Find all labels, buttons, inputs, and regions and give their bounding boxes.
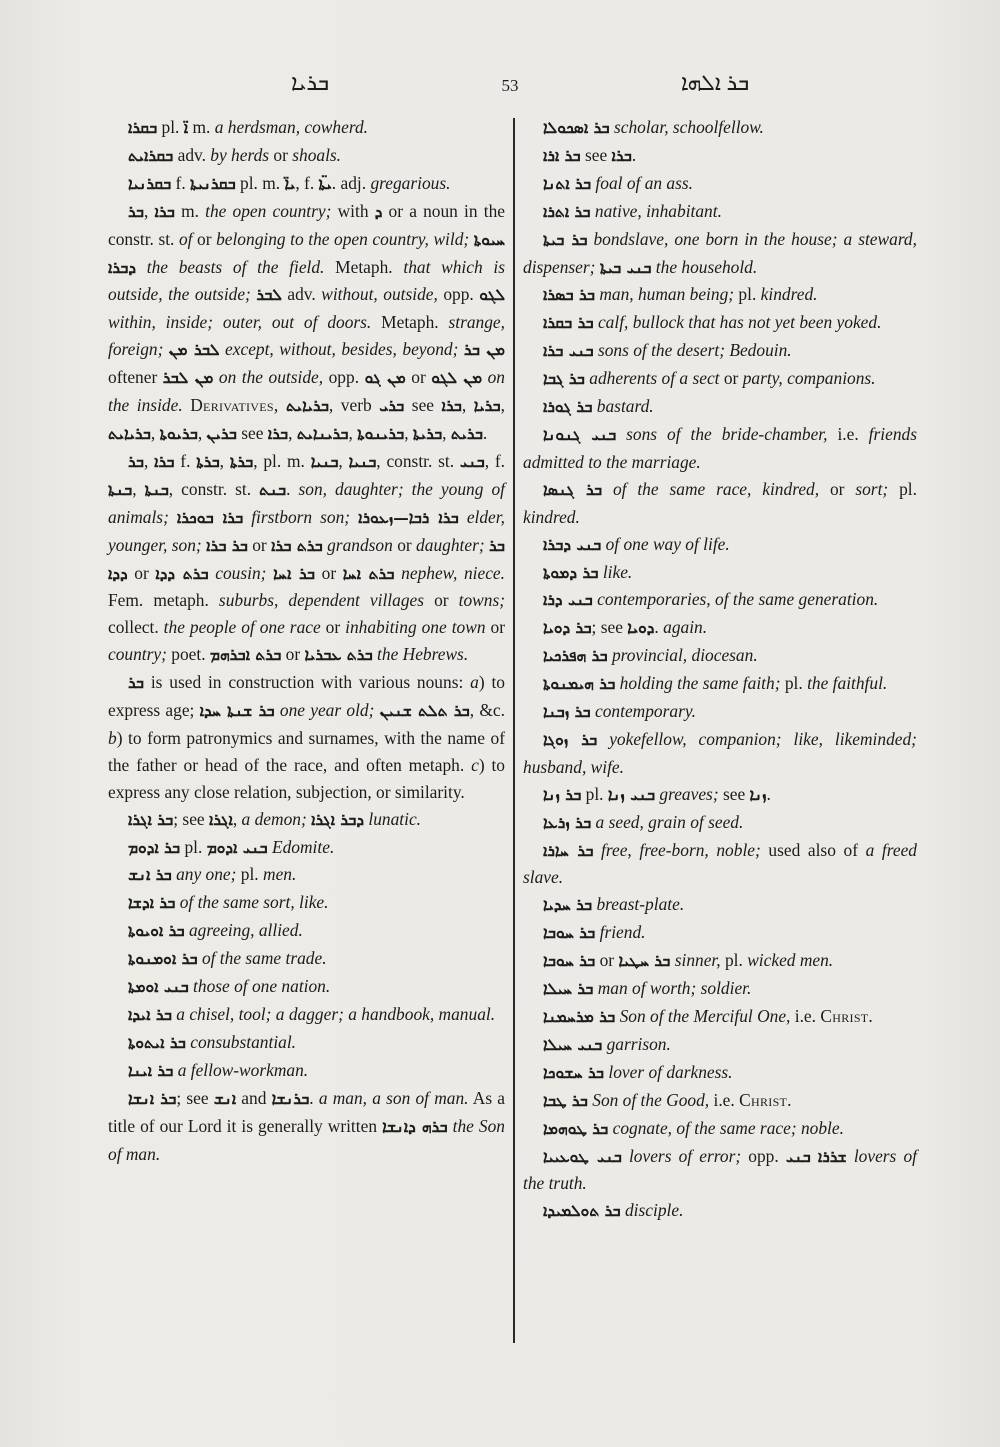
syriac-word: ܒܪ ܕܡܘܬܐ [543,563,599,582]
syriac-word: ܒܪ ܬܘܠܡܝܕܐ [543,1202,621,1221]
syriac-word: ܒܪ ܐܬܢܐ [543,174,592,193]
italic-gloss: a fellow-workman. [177,1059,309,1080]
dictionary-entry [108,973,505,1001]
syriac-word: ܒܪܝܢ [206,424,237,443]
syriac-word: ܒܪ ܐܓܪܐ [128,810,174,829]
syriac-word: ܠܒܪ ܡܢ [168,341,220,360]
syriac-word: ܒܪ ܐܚܐ [273,564,315,583]
syriac-word: ܒܪ ܚܕܝܐ [543,896,593,915]
syriac-word: ܒܢܝ [785,1147,811,1166]
syriac-word: ܒܪ ܒܪܐ [206,536,248,555]
syriac-word: ܫܪܪܐ [817,1147,847,1166]
dictionary-entry: ܒܪ ܚܐܪܐ free, free-born, noble; used also of a freed slave. [523,839,917,888]
syriac-word: ܒܢܬܐ [144,480,169,499]
syriac-word: ܒܢܝ ܛܘܥܝܝܐ [543,1147,622,1166]
small-caps-text: Derivatives, [190,395,279,416]
syriac-word: ܒܪ ܙܪܥܐ [543,813,592,832]
dictionary-entry: ܒܩܪܐܝܬ adv. by herds or shoals. [128,144,342,165]
syriac-word: ܒܪ ܓܒܐ [543,370,585,389]
syriac-word: ܒܪ ܐܘܝܘܬܐ [128,922,185,941]
running-head-left: ܒܪܝܐ [290,70,330,95]
italic-gloss: shoals. [292,144,342,165]
italic-gloss: disciple. [624,1200,684,1221]
italic-gloss: any one; [176,864,237,885]
italic-gloss: a seed, grain of seed. [595,811,744,832]
dictionary-entry [523,726,917,781]
syriac-word: ܒܪ [128,452,144,471]
dictionary-entry: ܒܪ ܒܣܪܐ man, human being; pl. kindred. [543,284,818,305]
syriac-word: ܐܓܪܐ [208,810,233,829]
italic-gloss: scholar, schoolfellow. [613,117,764,137]
syriac-word: ܒܢܝ [459,452,485,471]
italic-gloss: consubstantial. [190,1031,297,1052]
italic-gloss: again. [663,617,708,638]
italic-gloss: yokefellow, companion; like, likeminded; husband, wife. [523,728,917,777]
left-column [108,114,505,1167]
syriac-word: ܒܪ ܒܩܪܐ [543,314,594,333]
italic-gloss: c [471,754,479,775]
italic-gloss: sinner, [674,950,721,971]
syriac-word: ܒܪ ܚܘܒܐ [543,924,596,943]
syriac-word: ܒܪܬ ܐܒܪܗܡ [209,646,282,665]
italic-gloss: calf, bullock that has not yet been yoked. [597,312,882,333]
syriac-word: ܒܢܝ ܓܢܘܢܐ [543,425,617,444]
syriac-word: ܒܪ ܐܣܟܘܠܐ [543,119,610,137]
syriac-word: ܒܪܢܫܐ [271,1089,310,1108]
italic-gloss: man, human being; [599,284,735,305]
italic-gloss: sons of the desert; Bedouin. [597,340,792,361]
dictionary-entry [523,1115,917,1143]
italic-gloss: that which is outside, the outside; [108,256,506,305]
dictionary-entry [523,559,917,587]
syriac-word: ܠܒܪ [256,286,282,305]
syriac-word: ܒܪ ܐܢܫܐ [128,1089,177,1108]
dictionary-entry [523,198,917,226]
italic-gloss: holding the same faith; [619,673,781,694]
syriac-word: ܒܪ ܐܝܕܐ [128,1006,172,1024]
syriac-word: ܒܪܝ [379,397,405,416]
syriac-word: ܒܪ ܫܢܬܐ ܚܕܐ [199,702,275,721]
dictionary-entry: ܒܢܝ ܓܢܘܢܐ sons of the bride-chamber, i.e. friends admitted to the marriage. [523,423,917,472]
right-column [523,114,917,1225]
syriac-word: ܒܢܝ ܕܒܪܐ [543,535,602,554]
dictionary-entry [523,891,917,919]
italic-gloss: lunatic. [368,808,422,829]
syriac-word: ܒܢܝ ܐܘܡܬܐ [128,978,189,997]
syriac-word: ܒܪ ܛܘܗܡܐ [543,1119,609,1138]
italic-gloss: adherents of a sect [589,368,720,389]
syriac-word: ܐܢܫ [213,1089,237,1108]
italic-gloss: inhabiting one town [345,617,486,638]
italic-gloss: wicked men. [747,950,834,971]
syriac-word: ܒܪܝܐܝܬ [108,424,151,443]
italic-gloss: of the same sort, like. [179,892,329,913]
italic-gloss: country; [108,644,167,665]
syriac-word: ܒܪ [128,674,144,693]
syriac-word: ܒܪ [128,202,144,221]
italic-gloss: the open country; [205,200,332,221]
italic-gloss: lovers of error; [628,1145,742,1166]
syriac-word: ܒܪܝܘܬܐ [159,424,198,443]
italic-gloss: contemporaries, of the same generation. [597,589,879,610]
italic-gloss: friend. [599,922,646,943]
italic-gloss: sons of the bride-chamber, [626,423,828,444]
dictionary-entry: ܒܪ ܓܢܣܐ of the same race, kindred, or sort; pl. kindred. [523,478,917,527]
page-number: 53 [501,76,519,95]
italic-gloss: a demon; [241,808,307,829]
italic-gloss: of one way of life. [605,533,730,554]
italic-gloss: foal of an ass. [595,172,694,193]
dictionary-entry [523,1197,917,1225]
dictionary-entry [523,337,917,365]
dictionary-entry [523,809,917,837]
dictionary-entry [523,1059,917,1087]
syriac-word: ܒܪ ܚܐܪܐ [543,841,594,860]
syriac-word: ܒܪܝܢܐܝܬ [296,424,349,443]
dictionary-entry [523,642,917,670]
italic-gloss: a herdsman, cowherd. [214,117,368,137]
dictionary-entry: ܒܪ ܐܢܫܐ; see ܐܢܫ and ܒܪܢܫܐ. a man, a son of man. As a title of our Lord it is generally written ܒܪܗ ܕܐܢܫܐ the Son of man. [108,1087,505,1164]
italic-gloss: the faithful. [807,673,888,694]
syriac-word: ܒܪ ܐܕܫܐ [128,894,176,913]
running-head-right: ܒܪ ܐܠܗܐ [680,70,750,95]
dictionary-entry: ܒܪ ܐܕܘܡ pl. ܒܢܝ ܐܕܘܡ Edomite. [128,836,335,857]
syriac-word: ܒܪ ܐܝܬܘܬܐ [128,1033,186,1052]
italic-gloss: Edomite. [271,836,335,857]
italic-gloss: agreeing, allied. [188,920,303,941]
dictionary-entry: ܒܪ ܡܪܚܡܢܐ Son of the Merciful One, i.e. Christ. [543,1006,874,1026]
syriac-word: ܒܪ ܚܛܝܐ [618,952,671,971]
dictionary-entry [108,1029,505,1057]
italic-gloss: gregarious. [370,172,451,193]
syriac-word: ܒܪ ܐܢܫ [128,866,172,885]
syriac-word: ܒܪܝܐ [473,397,501,416]
syriac-word: ܒܪܐ [441,397,462,416]
dictionary-entry: ܒܪ ܐܪܐ see ܒܪܐ. [543,144,637,165]
italic-gloss: daughter; [416,534,485,555]
italic-gloss: garrison. [606,1033,671,1054]
syriac-word: ܒܩܪܐܝܬ [128,146,174,165]
dictionary-entry [523,309,917,337]
syriac-word: ܒܪܐ ܒܘܟܪܐ [176,508,244,527]
syriac-word: ܒܪ ܚܘܒܐ [543,952,596,971]
syriac-word: ܕܘܝܐ [627,619,655,638]
syriac-word: ܒܪܝܬܐ [412,424,443,443]
italic-gloss: the Son of man. [108,1115,505,1164]
syriac-word: ܒܩܪܢܝܐ [128,174,172,193]
syriac-word: ܒܢܝ ܒܝܬܐ [599,258,652,277]
italic-gloss: like. [602,561,633,582]
syriac-word: ܒܢܬ [259,480,287,499]
syriac-word: ܒܪܗ ܕܐܢܫܐ [382,1117,448,1136]
italic-gloss: a man, a son of man. [318,1087,469,1108]
italic-gloss: by herds [210,144,270,165]
syriac-word: ܒܢܝ ܐܕܘܡ [206,838,268,857]
dictionary-entry [523,586,917,614]
syriac-word: ܒܪ ܙܘܓܐ [543,730,598,749]
syriac-word: ܒܪ ܐܘܡܢܘܬܐ [128,950,198,969]
syriac-word: ܒܩܪܢܝܬܐ [190,174,236,193]
dictionary-entry [523,226,917,282]
italic-gloss: suburbs, dependent villages [218,590,425,611]
dictionary-entry [108,1001,505,1029]
syriac-word: ܒܪܬܐ [196,452,220,471]
syriac-word: ܒܪ ܓܘܪܐ [543,398,593,417]
italic-gloss: kindred. [523,506,580,527]
syriac-word: ܒܪܝܢܘܬܐ [357,424,405,443]
syriac-word: ܒܪܬܐ [229,452,254,471]
syriac-word: ܡܢ ܠܓܘ [431,369,483,388]
italic-gloss: one year old; [279,700,375,721]
italic-gloss: lovers of the truth. [523,1145,917,1194]
syriac-word: ܒܪ ܛܒܐ [543,1091,588,1110]
italic-gloss: a chisel, tool; a dagger; a handbook, manual. [176,1004,496,1024]
syriac-word: ܒܪ ܗܦܪܟܝܐ [543,647,608,666]
syriac-word: ܒܪܬ ܐܚܐ [342,564,395,583]
italic-gloss: belonging to the open country, wild; [216,228,470,249]
dictionary-entry: ܒܢܝ ܛܘܥܝܝܐ lovers of error; opp. ܒܢܝ ܫܪܪܐ lovers of the truth. [523,1145,917,1194]
dictionary-entry: ܒܩܪܐ pl. ܐ̈ m. a herdsman, cowherd. [128,117,368,137]
syriac-word: ܒܪ ܗܝܡܢܘܬܐ [543,675,616,694]
italic-gloss: strange, foreign; [108,312,506,360]
syriac-word: ܚܝܘܬܐ ܕܒܪܐ [108,230,505,277]
syriac-word: ܒܪ ܕܕܐ [108,536,506,583]
syriac-word: ܒܪܬ ܥܒܪܝܐ [304,646,373,665]
italic-gloss: the household. [655,256,758,277]
italic-gloss: Son of the Merciful One, [619,1006,791,1026]
italic-gloss: Son of the Good, [592,1089,710,1110]
syriac-word: ܒܪ ܚܫܘܟܐ [543,1063,604,1082]
dictionary-entry: ܒܪ ܓܒܐ adherents of a sect or party, companions. [543,368,876,389]
syriac-word: ܒܪ ܙܢܐ [543,785,582,804]
italic-gloss: bastard. [596,396,654,417]
syriac-word: ܙܢܐ [749,785,767,804]
italic-gloss: on the outside, [218,367,324,388]
italic-gloss: son, daughter; the young of animals; [108,478,505,527]
italic-gloss: the beasts of the field. [146,256,325,277]
dictionary-entry: ܒܪ is used in construction with various nouns: a) to express age; ܒܪ ܫܢܬܐ ܚܕܐ one year old; ܒܪ ܬܠܬ ܫܢܝܢ, &c. b) to form patronymics and surnames, with the name of the father or head of the race, and often metaph. c) to express any close relation, subjection, or similarity. [108,672,505,802]
italic-gloss: grandson [327,534,393,555]
syriac-word: ܝܐ̈ [284,174,296,193]
syriac-word: ܒܪ ܐܬܪܐ [543,202,591,221]
dictionary-entry: ܒܪ ܙܢܐ pl. ܒܢܝ ܙܢܐ greaves; see ܙܢܐ. [543,783,771,804]
italic-gloss: party, companions. [742,368,876,389]
syriac-word: ܒܪܬ ܕܕܐ [155,564,209,583]
italic-gloss: a [470,672,479,693]
dictionary-entry: ܒܪ, ܒܪܐ f. ܒܪܬܐ, ܒܪܬܐ, pl. m. ܒܢܝܐ, ܒܢܝܐ, constr. st. ܒܢܝ, f. ܒܢܬܐ, ܒܢܬܐ, constr. st. ܒܢܬ. son, daughter; the young of animals; ܒܪܐ ܒܘܟܪܐ firstborn son; ܒܪܐ ܪܒܐ—ܙܥܘܪܐ elder, younger, son; ܒܪ ܒܪܐ or ܒܪܬ ܒܪܐ grandson or daughter; ܒܪ ܕܕܐ or ܒܪܬ ܕܕܐ cousin; ܒܪ ܐܚܐ or ܒܪܬ ܐܚܐ nephew, niece. Fem. metaph. suburbs, dependent villages or towns; collect. the people of one race or inhabiting one town or country; poet. ܒܪܬ ܐܒܪܗܡ or ܒܪܬ ܥܒܪܝܐ the Hebrews. [108,450,506,665]
italic-gloss: sort; [855,478,889,499]
syriac-word: ܒܪܝܐܝܬ [286,397,329,416]
italic-gloss: friends admitted to the marriage. [523,423,917,472]
italic-gloss: elder, younger, son; [108,506,505,555]
dictionary-entry: ܒܪ ܗܝܡܢܘܬܐ holding the same faith; pl. the faithful. [543,673,888,694]
dictionary-entry [108,917,505,945]
dictionary-entry [523,1031,917,1059]
italic-gloss: men. [263,864,297,885]
italic-gloss: breast-plate. [596,894,685,915]
syriac-word: ܒܪ ܚܝܠܐ [543,980,594,999]
dictionary-entry: ܒܪ ܐܢܫ any one; pl. men. [128,864,297,885]
dictionary-entry [108,1057,505,1085]
italic-gloss: of the same trade. [201,948,327,969]
italic-gloss: lover of darkness. [608,1061,733,1082]
italic-gloss: contemporary. [595,701,696,722]
italic-gloss: of [178,228,193,249]
dictionary-entry [108,889,505,917]
syriac-word: ܒܢܝ ܙܢܐ [607,785,656,804]
syriac-word: ܒܪ ܐܝܢܐ [128,1061,174,1080]
dictionary-entry [108,945,505,973]
italic-gloss: nephew, niece. [401,562,505,583]
syriac-word: ܒܪܐ [154,452,175,471]
italic-gloss: towns; [458,590,506,611]
small-caps-text: Christ. [739,1089,792,1110]
italic-gloss: greaves; [659,783,719,804]
dictionary-entry: ܒܪ ܛܒܐ Son of the Good, i.e. Christ. [543,1089,792,1110]
italic-gloss: of the same race, kindred, [612,478,820,499]
syriac-word: ܒܪ ܒܝܬܐ [543,230,588,249]
italic-gloss: without, outside, [321,284,438,305]
syriac-word: ܒܪ ܡܪܚܡܢܐ [543,1008,616,1026]
syriac-word: ܒܪܬ ܒܪܐ [271,536,323,555]
italic-gloss: bondslave, one born in the house; a steward, dispenser; [523,228,917,277]
syriac-word: ܒܪ ܙܒܢܐ [543,703,591,722]
syriac-word: ܒܪ ܕܘܝܐ [543,619,592,638]
syriac-word: ܒܢܝ ܕܪܐ [543,591,593,610]
syriac-word: ܒܪ ܓܢܣܐ [543,480,603,499]
syriac-word: ܝܬܐ̈ [318,174,332,193]
dictionary-entry [523,393,917,421]
dictionary-entry: ܒܪ ܐܓܪܐ; see ܐܓܪܐ, a demon; ܕܒܪ ܐܓܪܐ lunatic. [128,808,422,829]
syriac-word: ܒܩܪܐ [128,119,158,137]
syriac-word: ܡܢ ܓܘ [364,369,406,388]
italic-gloss: b [108,727,117,748]
italic-gloss: a freed slave. [523,839,917,888]
syriac-word: ܒܪ ܬܠܬ ܫܢܝܢ [379,702,470,721]
dictionary-entry: ܒܩܪܢܝܐ f. ܒܩܪܢܝܬܐ pl. m. ܝܐ̈, f. ܝܬܐ̈. adj. gregarious. [128,172,451,193]
dictionary-entry: ܒܪ ܕܘܝܐ; see ܕܘܝܐ. again. [543,617,708,638]
dictionary-entry: ܒܪ, ܒܪܐ m. the open country; with ܕ or a noun in the constr. st. of or belonging to the open country, wild; ܚܝܘܬܐ ܕܒܪܐ the beasts of the field. Metaph. that which is outside, the outside; ܠܒܪ adv. without, outside, opp. ܠܓܘ within, inside; outer, out of doors. Metaph. strange, foreign; ܠܒܪ ܡܢ except, without, besides, beyond; ܡܢ ܒܪ oftener ܡܢ ܠܒܪ on the outside, opp. ܡܢ ܓܘ or ܡܢ ܠܓܘ on the inside. Derivatives, ܒܪܝܐܝܬ, verb ܒܪܝ see ܒܪܐ, ܒܪܝܐ, ܒܪܝܐܝܬ, ܒܪܝܘܬܐ, ܒܪܝܢ see ܒܪܐ, ܒܪܝܢܐܝܬ, ܒܪܝܢܘܬܐ, ܒܪܝܬܐ, ܒܪܝܬ. [108,200,506,443]
dictionary-entry [523,114,917,142]
syriac-word: ܒܪܐ ܪܒܐ—ܙܥܘܪܐ [358,508,459,527]
syriac-word: ܒܪܝܬ [450,424,483,443]
italic-gloss: those of one nation. [193,976,331,997]
dictionary-entry [523,919,917,947]
italic-gloss: native, inhabitant. [594,200,722,221]
italic-gloss: the Hebrews. [377,644,469,665]
syriac-word: ܠܓܘ [479,286,505,305]
italic-gloss: the people of one race [163,617,321,638]
syriac-word: ܒܪ ܐܕܘܡ [128,838,181,857]
dictionary-entry [523,698,917,726]
italic-gloss: free, free-born, noble; [601,839,761,860]
column-divider [513,118,515,1343]
syriac-word: ܒܢܬܐ [108,480,133,499]
syriac-word: ܡܢ ܠܒܪ [162,369,214,388]
italic-gloss: firstborn son; [251,506,351,527]
syriac-word: ܒܢܝ ܚܝܠܐ [543,1035,603,1054]
syriac-word: ܒܢܝ ܒܪܐ [543,342,594,361]
syriac-word: ܒܪܐ [267,424,289,443]
syriac-word: ܕ [374,202,383,221]
italic-gloss: cognate, of the same race; noble. [612,1117,844,1138]
italic-gloss: provincial, diocesan. [611,645,758,666]
italic-gloss: except, without, besides, beyond; [225,339,459,360]
small-caps-text: Christ. [820,1006,874,1026]
italic-gloss: cousin; [215,562,267,583]
dictionary-entry [523,170,917,198]
italic-gloss: kindred. [760,284,818,305]
dictionary-entry [523,975,917,1003]
syriac-word: ܒܪ ܒܣܪܐ [543,286,595,305]
syriac-word: ܒܪܐ [611,146,632,165]
syriac-word: ܒܢܝܐ [348,452,377,471]
syriac-word: ܒܪ ܐܪܐ [543,146,581,165]
syriac-word: ܕܒܪ ܐܓܪܐ [311,810,365,829]
syriac-word: ܒܢܝܐ [310,452,339,471]
italic-gloss: on the inside. [108,367,505,416]
syriac-word: ܒܪܐ [154,202,175,221]
dictionary-entry [523,531,917,559]
dictionary-entry: ܒܪ ܚܘܒܐ or ܒܪ ܚܛܝܐ sinner, pl. wicked men. [543,950,834,971]
syriac-word: ܐ̈ [183,119,189,137]
syriac-word: ܡܢ ܒܪ [463,341,505,360]
italic-gloss: within, inside; outer, out of doors. [108,312,372,333]
italic-gloss: man of worth; soldier. [597,978,752,999]
